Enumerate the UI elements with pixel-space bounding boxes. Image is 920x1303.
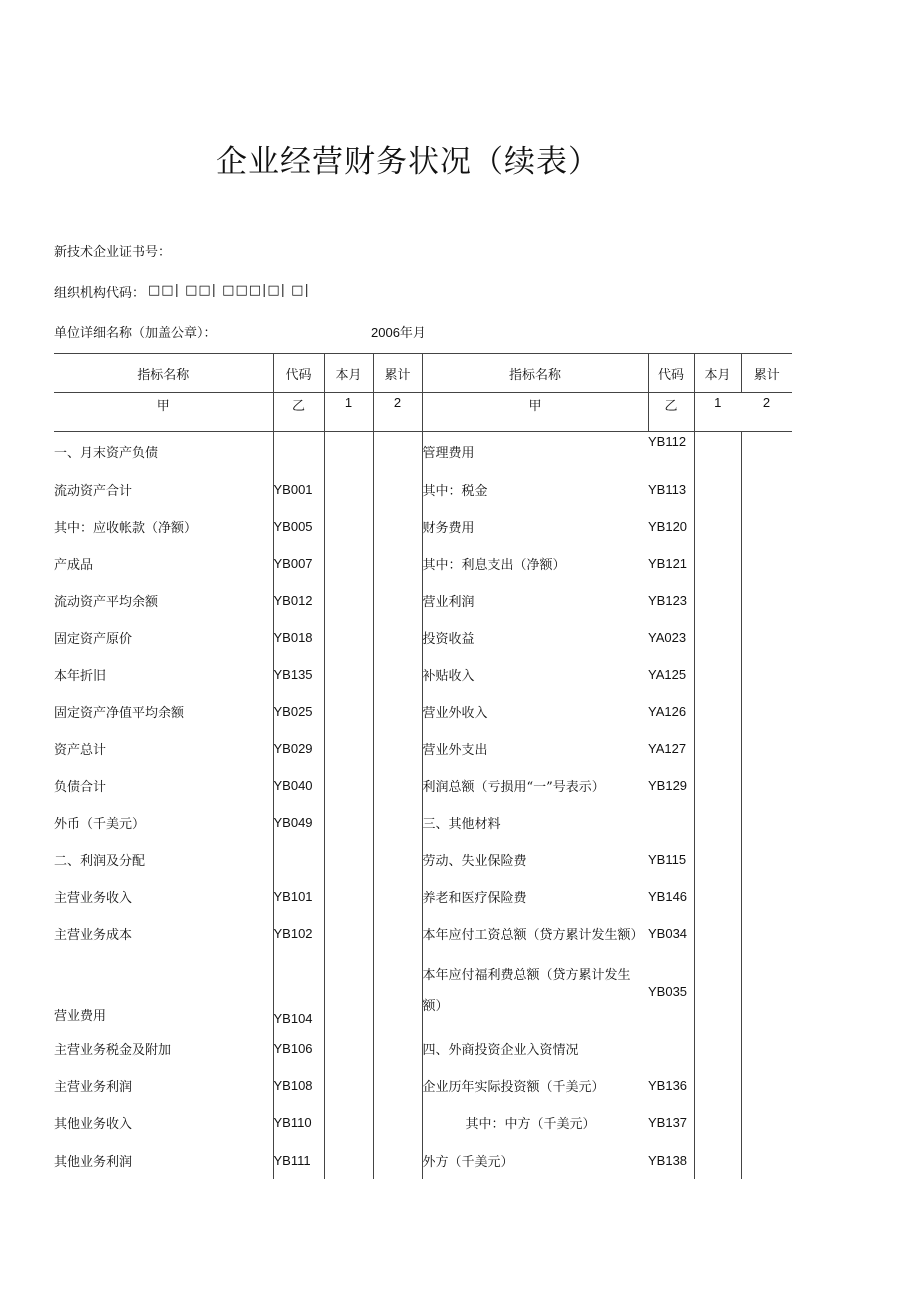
row-right-code: YB112 xyxy=(648,434,687,449)
row-right-month xyxy=(694,693,741,730)
subheader-left-name: 甲 xyxy=(54,393,273,432)
header-left-name: 指标名称 xyxy=(54,354,273,393)
row-right-cum xyxy=(741,1067,792,1104)
row-right-cum xyxy=(741,915,792,952)
row-right-name: 三、其他材料 xyxy=(422,804,648,841)
table-subheader-row xyxy=(54,393,792,432)
row-left-code: YB104 xyxy=(273,952,324,1030)
row-left-name: 其他业务利润 xyxy=(54,1154,133,1170)
row-left-name: 流动资产合计 xyxy=(54,484,133,499)
table-row xyxy=(54,730,792,767)
row-right-cum xyxy=(741,1030,792,1067)
row-right-month xyxy=(694,804,741,841)
row-right-code: YB115 xyxy=(648,852,687,867)
row-right-cum xyxy=(741,730,792,767)
row-right-cum xyxy=(741,952,792,1030)
row-left-month xyxy=(324,693,373,730)
row-left-cum xyxy=(373,767,422,804)
subheader-right-cum: 2 xyxy=(741,393,792,432)
row-left-cum xyxy=(373,878,422,915)
row-right-code: YB123 xyxy=(648,593,688,608)
table-row xyxy=(54,952,792,1030)
row-left-month xyxy=(324,804,373,841)
table-row xyxy=(54,1030,792,1067)
row-left-name: 主营业务税金及附加 xyxy=(54,1043,172,1058)
row-left-cum xyxy=(373,1030,422,1067)
table-row xyxy=(54,804,792,841)
row-right-name-line2: 额） xyxy=(422,999,449,1014)
header-right-cum: 累计 xyxy=(741,354,792,393)
row-left-month xyxy=(324,730,373,767)
row-left-name: 本年折旧 xyxy=(54,669,107,684)
row-left-month xyxy=(324,656,373,693)
row-left-cum xyxy=(373,471,422,508)
row-right-code: YB136 xyxy=(648,1078,688,1093)
row-left-name: 二、利润及分配 xyxy=(54,854,146,869)
row-right-month xyxy=(694,878,741,915)
row-right-month xyxy=(694,915,741,952)
row-right-month xyxy=(694,1030,741,1067)
table-row xyxy=(54,915,792,952)
header-right-name: 指标名称 xyxy=(422,354,648,393)
row-right-name: 财务费用 xyxy=(422,508,648,545)
row-left-cum xyxy=(373,582,422,619)
row-right-name: 其中：税金 xyxy=(422,471,648,508)
row-left-cum xyxy=(373,545,422,582)
org-code-label: 组织机构代码： xyxy=(54,286,146,301)
row-left-cum xyxy=(373,730,422,767)
row-right-code xyxy=(648,1030,694,1067)
row-left-code: YB135 xyxy=(273,656,324,693)
row-left-cum xyxy=(373,508,422,545)
table-row xyxy=(54,1067,792,1104)
table-row xyxy=(54,693,792,730)
subheader-right-month: 1 xyxy=(694,393,741,432)
row-left-name: 营业费用 xyxy=(54,1009,107,1024)
row-right-name xyxy=(422,952,648,1030)
row-left-code: YB040 xyxy=(273,767,324,804)
header-left-cum: 累计 xyxy=(373,354,422,393)
subheader-left-month: 1 xyxy=(324,393,373,432)
row-right-code: YA125 xyxy=(648,667,687,682)
row-right-name: 利润总额（亏损用“一”号表示） xyxy=(422,767,648,804)
row-left-cum xyxy=(373,841,422,878)
row-left-name: 资产总计 xyxy=(54,743,107,758)
row-left-name: 主营业务收入 xyxy=(54,891,133,906)
row-left-cum xyxy=(373,952,422,1030)
row-left-name: 其他业务收入 xyxy=(54,1117,133,1132)
row-right-month xyxy=(694,952,741,1030)
table-row xyxy=(54,878,792,915)
row-right-cum xyxy=(741,432,792,472)
row-right-month xyxy=(694,508,741,545)
row-right-name: 营业利润 xyxy=(422,582,648,619)
row-right-code: YB137 xyxy=(648,1115,688,1130)
row-right-name: 本年应付工资总额（贷方累计发生额） xyxy=(422,915,648,952)
table-row xyxy=(54,508,792,545)
header-right-code: 代码 xyxy=(648,354,694,393)
table-row xyxy=(54,767,792,804)
row-left-code: YB102 xyxy=(273,915,324,952)
row-left-name: 固定资产原价 xyxy=(54,632,133,647)
cert-number-label: 新技术企业证书号： xyxy=(54,245,172,260)
row-left-code: YB108 xyxy=(273,1067,324,1104)
row-right-name: 四、外商投资企业入资情况 xyxy=(422,1030,648,1067)
row-left-cum xyxy=(373,656,422,693)
row-left-code: YB007 xyxy=(273,545,324,582)
row-left-month xyxy=(324,619,373,656)
row-left-cum xyxy=(373,804,422,841)
table-row xyxy=(54,545,792,582)
row-left-code: YB111 xyxy=(273,1141,324,1179)
row-right-code: YB120 xyxy=(648,519,688,534)
row-left-cum xyxy=(373,1141,422,1179)
row-right-name: 养老和医疗保险费 xyxy=(422,878,648,915)
row-right-cum xyxy=(741,841,792,878)
row-right-cum xyxy=(741,619,792,656)
financial-table xyxy=(54,353,792,1179)
row-left-name: 主营业务成本 xyxy=(54,928,133,943)
table-row xyxy=(54,1104,792,1141)
row-right-month xyxy=(694,545,741,582)
table-header-row xyxy=(54,354,792,393)
row-left-month xyxy=(324,1030,373,1067)
row-right-code: YA126 xyxy=(648,704,687,719)
row-right-name: 管理费用 xyxy=(422,432,648,472)
table-row xyxy=(54,582,792,619)
header-left-month: 本月 xyxy=(324,354,373,393)
table-row xyxy=(54,841,792,878)
row-left-code: YB049 xyxy=(273,804,324,841)
row-right-name: 补贴收入 xyxy=(422,656,648,693)
table-row xyxy=(54,1141,792,1179)
page-title: 企业经营财务状况（续表） xyxy=(216,144,600,180)
row-right-name: 其中：利息支出（净额） xyxy=(422,545,648,582)
row-left-name: 其中：应收帐款（净额） xyxy=(54,521,198,536)
row-left-code: YB029 xyxy=(273,730,324,767)
row-right-code: YB034 xyxy=(648,926,688,941)
row-right-code: YB129 xyxy=(648,778,688,793)
row-left-cum xyxy=(373,915,422,952)
row-left-month xyxy=(324,878,373,915)
row-right-cum xyxy=(741,878,792,915)
row-right-cum xyxy=(741,582,792,619)
row-right-month xyxy=(694,432,741,472)
row-right-month xyxy=(694,730,741,767)
row-left-month xyxy=(324,508,373,545)
table-row xyxy=(54,619,792,656)
row-right-cum xyxy=(741,1104,792,1141)
row-left-name: 负债合计 xyxy=(54,780,107,795)
row-right-name-line1: 本年应付福利费总额（贷方累计发生 xyxy=(422,968,631,983)
row-right-code: YA023 xyxy=(648,630,687,645)
row-right-name: 外方（千美元） xyxy=(422,1141,648,1179)
row-right-code: YB121 xyxy=(648,556,688,571)
row-left-cum xyxy=(373,1104,422,1141)
row-left-name: 流动资产平均余额 xyxy=(54,595,159,610)
row-right-name: 企业历年实际投资额（千美元） xyxy=(422,1067,648,1104)
row-right-cum xyxy=(741,767,792,804)
row-right-cum xyxy=(741,1141,792,1179)
row-right-name: 劳动、失业保险费 xyxy=(422,841,648,878)
row-right-code: YB113 xyxy=(648,482,687,497)
row-right-cum xyxy=(741,693,792,730)
row-left-code: YB005 xyxy=(273,508,324,545)
row-left-name: 一、月末资产负债 xyxy=(54,446,159,461)
row-left-month xyxy=(324,1104,373,1141)
row-left-month xyxy=(324,915,373,952)
row-right-cum xyxy=(741,471,792,508)
table-row xyxy=(54,656,792,693)
row-left-month xyxy=(324,1067,373,1104)
row-right-code: YB035 xyxy=(648,983,688,999)
row-left-month xyxy=(324,471,373,508)
row-left-month xyxy=(324,545,373,582)
subheader-left-code: 乙 xyxy=(273,393,324,432)
row-right-month xyxy=(694,1141,741,1179)
row-right-cum xyxy=(741,508,792,545)
row-right-name: 营业外支出 xyxy=(422,730,648,767)
row-left-name: 外币（千美元） xyxy=(54,817,146,832)
row-left-name: 产成品 xyxy=(54,558,94,573)
row-right-code: YB146 xyxy=(648,889,688,904)
row-right-cum xyxy=(741,656,792,693)
row-left-code xyxy=(273,432,324,472)
row-right-code xyxy=(648,804,694,841)
row-right-month xyxy=(694,656,741,693)
subheader-right-name: 甲 xyxy=(422,393,648,432)
table-row xyxy=(54,471,792,508)
row-right-month xyxy=(694,1067,741,1104)
row-right-month xyxy=(694,471,741,508)
row-left-code: YB110 xyxy=(273,1104,324,1141)
row-left-month xyxy=(324,952,373,1030)
row-left-month xyxy=(324,582,373,619)
row-left-cum xyxy=(373,693,422,730)
row-right-code: YA127 xyxy=(648,741,687,756)
row-right-cum xyxy=(741,804,792,841)
row-left-cum xyxy=(373,619,422,656)
table-row xyxy=(54,432,792,472)
row-left-code: YB106 xyxy=(273,1030,324,1067)
row-right-name: 其中：中方（千美元） xyxy=(422,1104,648,1141)
row-left-code: YB101 xyxy=(273,878,324,915)
row-left-month xyxy=(324,1141,373,1179)
row-right-month xyxy=(694,767,741,804)
row-left-cum xyxy=(373,432,422,472)
header-right-month: 本月 xyxy=(694,354,741,393)
row-left-code: YB018 xyxy=(273,619,324,656)
row-left-code: YB012 xyxy=(273,582,324,619)
row-left-name: 主营业务利润 xyxy=(54,1080,133,1095)
row-right-month xyxy=(694,582,741,619)
subheader-left-cum: 2 xyxy=(373,393,422,432)
row-left-month xyxy=(324,767,373,804)
unit-name-label: 单位详细名称（加盖公章）： xyxy=(54,326,217,341)
row-right-month xyxy=(694,1104,741,1141)
year-month: 2006年月 xyxy=(371,325,426,340)
header-left-code: 代码 xyxy=(273,354,324,393)
row-right-name: 营业外收入 xyxy=(422,693,648,730)
row-left-month xyxy=(324,432,373,472)
row-right-code: YB138 xyxy=(648,1152,688,1168)
row-left-code xyxy=(273,841,324,878)
row-left-name: 固定资产净值平均余额 xyxy=(54,706,185,721)
row-right-cum xyxy=(741,545,792,582)
row-right-month xyxy=(694,619,741,656)
row-right-month xyxy=(694,841,741,878)
row-right-name: 投资收益 xyxy=(422,619,648,656)
row-left-cum xyxy=(373,1067,422,1104)
subheader-right-code: 乙 xyxy=(648,393,694,432)
org-code-boxes: □□| □□| □□□|□| □| xyxy=(148,283,310,298)
row-left-code: YB001 xyxy=(273,471,324,508)
row-left-month xyxy=(324,841,373,878)
row-left-code: YB025 xyxy=(273,693,324,730)
